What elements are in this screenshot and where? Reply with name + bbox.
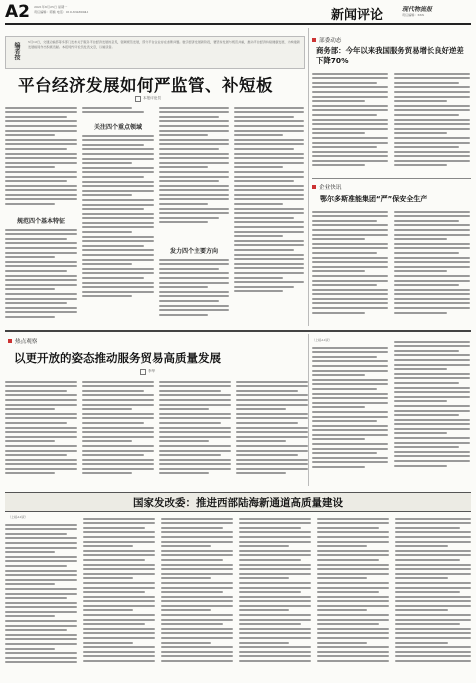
byline-icon	[135, 96, 141, 102]
middle-column-4	[236, 378, 308, 486]
lead-subhead-1: 规范四个基本特征	[16, 218, 65, 225]
right-small-label: （上接A1版）	[312, 338, 332, 342]
page-number: A2	[5, 2, 30, 22]
lead-column-1b	[5, 226, 77, 326]
lead-column-3b	[159, 256, 229, 326]
right-rule-1	[312, 178, 471, 179]
middle-column-3	[159, 378, 231, 486]
section-label-ministry: 部委动态	[319, 38, 342, 44]
lead-headline: 平台经济发展如何严监管、补短板	[18, 76, 273, 95]
lead-column-3	[159, 104, 229, 242]
bottom-column-4	[239, 515, 311, 679]
side-2-column-b	[394, 208, 470, 326]
side-1-column-b	[394, 70, 470, 176]
editor-note-text: 5月12日，交通运输部等多部门发布关于服务平台经济发展的意见，强调规范发展，部分平台企业存在垄断问题。数字经济发展新阶段，要坚持发展与规范并重，推动平台经济持续健康发展，为构建新发展格局作出积极贡献。本报特约评论员发表文章，以飨读者。	[28, 40, 300, 49]
side-2-column-a	[312, 208, 388, 326]
lead-column-2	[82, 104, 154, 118]
section-label-enterprise: 企业快讯	[319, 185, 342, 191]
side-headline-2: 鄂尔多斯准能集团“严”保安全生产	[320, 195, 428, 203]
lead-subhead-2: 关注四个重点领域	[93, 124, 142, 131]
section-bar-hotspot	[8, 337, 37, 345]
middle-byline: 李华	[148, 369, 156, 374]
middle-byline-icon	[140, 369, 146, 375]
paper-name: 现代物流报	[402, 6, 433, 13]
middle-headline: 以更开放的姿态推动服务贸易高质量发展	[14, 351, 221, 365]
bottom-column-5	[317, 515, 389, 679]
masthead-editor-right: 责任编辑：XXX	[402, 13, 425, 17]
masthead-editor: 责任编辑：郭楠 电话：010-63480041	[34, 10, 89, 14]
lead-byline: 本报评论员	[143, 96, 161, 101]
bottom-headline: 国家发改委：推进西部陆海新通道高质量建设	[133, 497, 343, 509]
lead-column-1	[5, 104, 77, 214]
section-label-hotspot: 热点观察	[15, 339, 38, 345]
lead-subhead-3: 发力四个主要方向	[169, 248, 218, 255]
side-headline-1: 商务部：今年以来我国服务贸易增长良好逆差下降70%	[316, 46, 464, 65]
section-bar-enterprise	[312, 183, 341, 191]
middle-column-1	[5, 378, 77, 486]
bottom-column-2	[83, 515, 155, 679]
right-small-column-b	[394, 338, 470, 486]
bottom-label: （上接A1版）	[8, 515, 28, 519]
masthead-rule	[5, 23, 471, 25]
side-1-column-a	[312, 70, 388, 176]
middle-column-2	[82, 378, 154, 486]
right-small-column-a	[312, 344, 388, 486]
section-bar-ministry	[312, 36, 341, 44]
column-divider	[308, 28, 309, 326]
bottom-column-3	[161, 515, 233, 679]
bottom-column-6	[395, 515, 471, 679]
section-title: 新闻评论	[331, 8, 384, 23]
column-divider-2	[308, 334, 309, 486]
bottom-column-1	[5, 521, 77, 679]
lead-column-2b	[82, 132, 154, 326]
lead-column-4	[234, 104, 304, 326]
section-rule-middle	[5, 330, 471, 332]
editor-note-label: 编者按	[13, 42, 20, 60]
editor-note-box	[5, 36, 305, 69]
masthead-date: 2021年6月25日 星期一	[34, 5, 68, 9]
